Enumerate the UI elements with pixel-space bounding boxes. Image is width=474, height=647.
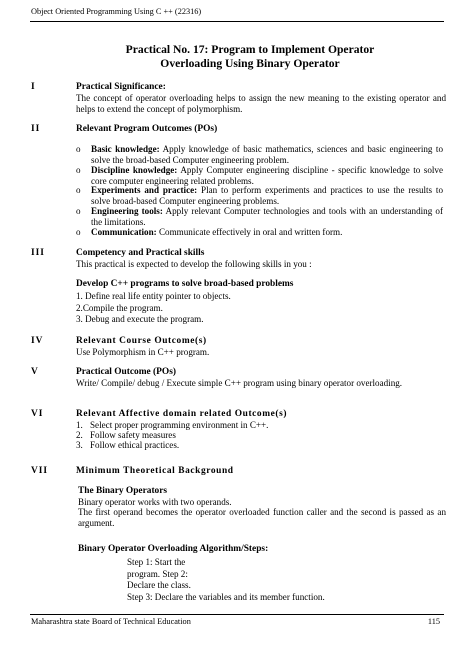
binary-operators-heading: The Binary Operators (78, 486, 168, 496)
bullet-term: Engineering tools: (91, 206, 163, 216)
section-heading-2: Relevant Program Outcomes (POs) (76, 124, 218, 134)
bullet-text: Apply Computer engineering discipline - specific knowledge to solve core computer engineering related problems. (91, 165, 443, 186)
bullet-text: Apply relevant Computer technologies and tools with an understanding of the limitations. (91, 206, 443, 227)
page-number: 115 (427, 617, 440, 626)
section-body-4: Use Polymorphism in C++ program. (76, 347, 210, 357)
running-header: Object Oriented Programming Using C ++ (22316) (31, 7, 202, 16)
skill-item: 1. Define real life entity pointer to objects. (76, 291, 231, 301)
section-heading-5: Practical Outcome (POs) (76, 367, 176, 377)
section-body-3: This practical is expected to develop the following skills in you : (76, 259, 312, 269)
bullet-text: Plan to perform experiments and practices to use the results to solve broad-based Computer engineering problems. (91, 185, 443, 206)
bullet-marker: o (76, 206, 81, 216)
skills-subheading: Develop C++ programs to solve broad-based problems (76, 279, 294, 289)
algorithm-step: Declare the class. (127, 580, 191, 591)
skill-item: 3. Debug and execute the program. (76, 314, 204, 324)
section-heading-1: Practical Significance: (76, 82, 166, 92)
title-line-2: Overloading Using Binary Operator (160, 57, 340, 70)
bullet-text: Communicate effectively in oral and written form. (156, 227, 343, 237)
title-line-1: Practical No. 17: Program to Implement Operator (125, 43, 375, 56)
page-title (80, 43, 420, 71)
affective-item: 1. Select proper programming environment in C++. (76, 420, 269, 430)
affective-item: 3. Follow ethical practices. (76, 440, 180, 451)
section-number-4: IV (31, 336, 44, 346)
section-number-2: II (31, 124, 41, 134)
algorithm-step: Step 1: Start the (127, 557, 186, 567)
bullet-term: Basic knowledge: (91, 144, 160, 154)
skills-list (76, 291, 231, 326)
section-number-6: VI (31, 409, 44, 419)
section-number-7: VII (31, 466, 49, 476)
bullet-term: Discipline knowledge: (91, 165, 178, 175)
bullet-marker: o (76, 185, 81, 195)
algorithm-step: program. Step 2: (127, 568, 188, 579)
bullet-marker: o (76, 165, 81, 175)
bullet-term: Experiments and practice: (91, 185, 198, 195)
section-heading-6: Relevant Affective domain related Outcome(s) (76, 409, 288, 419)
section-body-1: The concept of operator overloading helps to assign the new meaning to the existing operator and helps to extend the concept of polymorphism. (76, 93, 446, 114)
algorithm-heading: Binary Operator Overloading Algorithm/Steps: (78, 544, 269, 554)
bullet-marker: o (76, 144, 81, 154)
affective-item: 2. Follow safety measures (76, 430, 176, 441)
bullet-marker: o (76, 227, 81, 237)
section-number-3: III (31, 248, 45, 258)
skill-item: 2.Compile the program. (76, 302, 163, 313)
bullet-text: Apply knowledge of basic mathematics, sciences and basic engineering to solve the broad-based Computer engineering problem. (91, 144, 443, 165)
section-number-5: V (31, 367, 39, 377)
algorithm-step: Step 3: Declare the variables and its member function. (127, 591, 325, 602)
section-heading-4: Relevant Course Outcome(s) (76, 336, 207, 346)
footer-institution: Maharashtra state Board of Technical Education (31, 617, 191, 626)
binary-line-1: Binary operator works with two operands. (78, 497, 232, 507)
header-rule (30, 21, 444, 22)
section-heading-7: Minimum Theoretical Background (76, 466, 234, 476)
affective-list (76, 420, 268, 451)
bullet-term: Communication: (91, 227, 157, 237)
footer-rule (30, 614, 444, 615)
section-number-1: I (31, 82, 36, 92)
binary-line-2: The first operand becomes the operator overloaded function caller and the second is passed as an argument. (78, 507, 446, 528)
section-body-5: Write/ Compile/ debug / Execute simple C++ program using binary operator overloading. (76, 378, 403, 388)
section-heading-3: Competency and Practical skills (76, 248, 205, 258)
algorithm-steps (127, 557, 367, 603)
